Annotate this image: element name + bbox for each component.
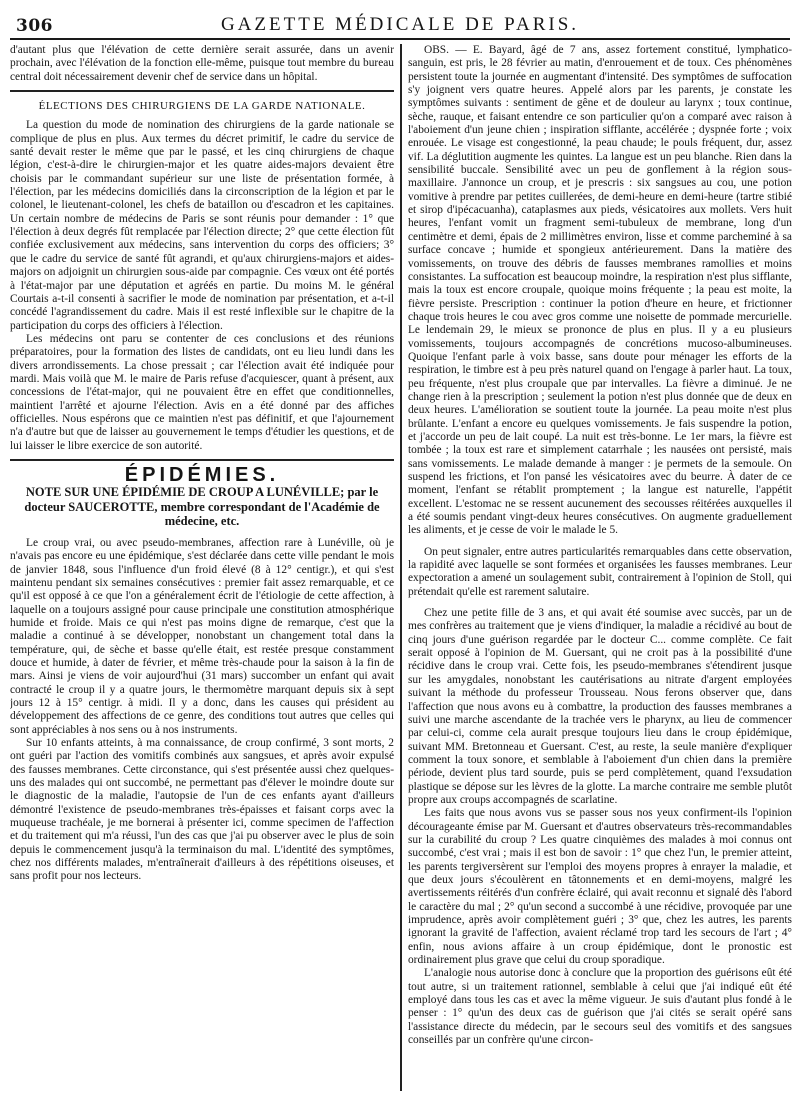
conclusion-paragraph: L'analogie nous autorise donc à conclure que la proportion des guérisons eût été tout autre, si un traitement rationnel, semblable à celui que j'ai indiqué eût été employé dans tous les cas et avec la même vigueur. Je suis d'autant plus fondé à le penser : 1° qu'un des deux cas de guérison que j'ai cités se serait opéré sans l'assistance directe du médecin, par le secours seul des vomitifs et des sangsues conseillés par un confrère qu'une circon-: [407, 967, 792, 1047]
right-column: [408, 44, 792, 1091]
croup-paragraph-2: Sur 10 enfants atteints, à ma connaissance, de croup confirmé, 3 sont morts, 2 ont guéri par l'action des vomitifs combinés aux sangsues, et après avoir expulsé des fausses membranes. Cette circonstance, qui s'est présentée aussi chez quelques-uns des malades qui ont succombé, ne permettant pas d'élever le moindre doute sur le diagnostic de la maladie, l'autopsie de l'un de ces enfants ayant d'ailleurs démontré l'existence de pseudo-membranes très-épaisses et faisant corps avec la muqueuse trachéale, je me bornerai à présenter ici, comme specimen de l'affection et du traitement qui m'a réussi, l'un des cas que j'ai pu observer avec le plus de soin depuis le commencement jusqu'à la terminaison du mal. L'identité des symptômes, chez nos différents malades, m'entraînerait d'ailleurs à des répétitions oiseuses, et sans profit pour nos lecteurs.: [10, 736, 395, 883]
text-columns: [10, 44, 792, 1091]
page-header: [10, 12, 790, 40]
section-divider: [10, 459, 394, 461]
journal-title: GAZETTE MÉDICALE DE PARIS.: [220, 14, 580, 35]
curability-paragraph: Les faits que nous avons vus se passer sous nos yeux confirment-ils l'opinion décourageante émise par M. Guersant et d'autres observateurs très-recommandables sur la curabilité du croup ? Les quatre cinquièmes des malades à moi connus ont succombé, c'est vrai ; mais il est bon de savoir : 1° que chez l'un, le premier atteint, les parents tergiversèrent sur l'emploi des moyens propres à enrayer la maladie, et que deux jours s'écoulèrent en tâtonnements et en demi-moyens, malgré les avertissements réitérés d'un confrère éclairé, qui avait reconnu et signalé dès l'abord le caractère du mal ; 2° qu'un second a succombé à une récidive, provoquée par une imprudence, après avoir complètement guéri ; 3° que, chez les autres, les parents ignorant la gravité de l'affection, avaient réclamé trop tard les secours de l'art ; 4° enfin, nous avions affaire à un croup épidémique, dont le pronostic est ordinairement plus grave que celui du croup sporadique.: [407, 807, 792, 967]
paragraph-gap: [408, 538, 792, 546]
section-divider: [10, 90, 394, 92]
epidemics-heading: ÉPIDÉMIES.: [124, 463, 280, 486]
page-number: 306: [16, 16, 53, 36]
croup-paragraph-1: Le croup vrai, ou avec pseudo-membranes, affection rare à Lunéville, où je n'avais pas encore eu une épidémique, s'est déclarée dans cette ville pendant le mois de janvier 1848, sous l'influence d'un froid élevé (8 à 12° centigr.), et qui s'est maintenu pendant six semaines consécutives : premier fait assez remarquable, et ce qu'il est opposé à ce que l'on a généralement écrit de l'étiologie de cette affection, à laquelle on a toujours assigné pour cause principale une constitution atmosphérique humide et froide. Mais ce qui n'est pas moins digne de remarque, c'est que la maladie a continué à se développer, nonobstant un changement total dans la température, qui, de sèche et basse qu'elle était, est restée presque constamment douce et humide, à dater de février, et même très-chaude pour la saison à la fin de mars. Ainsi je viens de voir aujourd'hui (31 mars) succomber un enfant qui avait contracté le croup il y a quatre jours, le thermomètre marquant depuis six à sept jours 12 à 15° centigr. à midi. Il y a donc, dans les causes qui président au développement des affections de ce genre, des conditions tout autres que celles qui sont appréciables à nos sens ou à nos instruments.: [10, 536, 395, 736]
elections-paragraph-1: La question du mode de nomination des chirurgiens de la garde nationale se complique de plus en plus. Aux termes du décret primitif, le cadre du service de santé devait rester le même que par le passé, et les cinq chirurgiens de chaque légion, c'est-à-dire le chirurgien-major et les quatre aides-majors devaient être choisis par le commandant supérieur sur une liste de présentation formée, à l'élection, par les médecins domiciliés dans la circonscription de la légion et par le colonel, le lieutenant-colonel, les chefs de bataillon ou d'escadron et les capitaines. Un certain nombre de médecins de Paris se sont réunis pour demander : 1° que l'élection à deux degrés fût remplacée par l'élection directe; 2° que cette élection fût confiée exclusivement aux médecins, sans intervention du corps des officiers; 3° que le cadre du service de santé fût agrandi, et qu'aux chirurgiens-majors et aides-majors on adjoignit un chirurgien sous-aide par compagnie. Ces vœux ont été portés à l'état-major par une députation et agréés en partie. Du moins M. le général Courtais a-t-il consenti à sacrifier le mode de nomination par présentation, et a-t-il concédé l'agrandissement du cadre. Mais il est resté inflexible sur le chapitre de la participation du corps des officiers à l'élection.: [10, 119, 395, 332]
observation-paragraph: OBS. — E. Bayard, âgé de 7 ans, assez fortement constitué, lymphatico-sanguin, est pris, le 28 février au matin, d'enrouement et de toux. Ces phénomènes persistent toute la journée en augmentant d'intensité. Des symptômes de suffocation s'y joignent vers quatre heures. Appelé alors par les parents, je constate les symptômes suivants : sentiment de gêne et de douleur au larynx ; toux continue, sèche, rauque, et faisant entendre ce son particulier qu'on a comparé avec raison à l'aboiement d'un jeune chien ; inspiration sifflante, accélérée ; dyspnée forte ; voix enrouée. Le visage est congestionné, la peau chaude; le pouls fréquent, dur, assez vif. La déglutition augmente les quintes. La langue est un peu blanche. Rien dans la sensibilité buccale. Sensibilité avec un peu de gonflement à la région sous-maxillaire. J'annonce un croup, et je prescris : six sangsues au cou, une potion vomitive à prendre par petites cuillerées, de demi-heure en demi-heure (tartre stibié et sirop d'ipécacuanha), cataplasmes aux pieds, vésicatoires aux mollets. Vers huit heures, l'enfant vomit un fragment semi-tubuleux de membrane, long d'un centimètre et demi, épais de 2 millimètres environ, lisse et comme parcheminé à sa surface concave ; humide et spongieux antérieurement. Dans la matière des vomissements, on trouve des débris de fausses membranes ramollies et moins consistantes. La suffocation est beaucoup moindre, la respiration n'est plus sifflante, mais la toux est encore croupale, quoique moins fréquente ; la peau est moite, la fièvre persiste. Prescription : continuer la potion d'heure en heure, et frictionner chaque trois heures le cou avec gros comme une noisette de pommade mercurielle. Le lendemain 29, le mieux se prononce de plus en plus. Il y a eu plusieurs vomissements, toujours accompagnés de concrétions mucoso-albumineuses. Quoique l'enfant parle à voix basse, sans doute pour ménager les efforts de la respiration, le timbre est à peu près naturel quand on l'engage à parler haut. La toux, peu fréquente, n'est plus croupale que par intervalles. La fièvre a diminué. Je ne change rien à la prescription ; seulement la potion n'est plus donnée que de deux en deux heures. L'amélioration se soutient toute la journée. La peau moite n'est plus brûlante. L'enfant a encore eu quelques vomissements. Je fais suspendre la potion, et j'accorde un peu de lait coupé. La nuit est très-bonne. Le 1er mars, la fièvre est tombée ; la toux est rare et simplement catarrhale ; les nausées ont persisté, mais sans vomissements. Le malade demande à manger : je permets de la semoule. On suspend les frictions, et l'on pansé les vésicatoires avec du beurre. À dater de ce moment, l'enfant se rétablit promptement ; la langue est naturelle, l'appétit excellent. L'estomac ne se ressent aucunement des secousses réitérées auxquelles il a été soumis pendant vingt-deux heures consécutives. On augmente graduellement les aliments, et je cesse de voir le malade le 5.: [407, 44, 792, 537]
elections-section-title: ÉLECTIONS DES CHIRURGIENS DE LA GARDE NATIONALE.: [38, 100, 366, 113]
column-rule: [400, 44, 402, 1091]
recurrence-paragraph: Chez une petite fille de 3 ans, et qui avait été soumise avec succès, par un de mes confrères au traitement que je viens d'indiquer, la maladie a récidivé au bout de cinq jours d'une guérison regardée par le docteur C... comme complète. Ce fait serait opposé à l'opinion de M. Guersant, qui ne croit pas à la possibilité d'une récidive dans le croup vrai. Cette fois, les pseudo-membranes s'étendirent jusque sur les amygdales, nonobstant les cautérisations au nitrate d'argent employées suivant la méthode du professeur Trousseau. Nous ferons observer que, dans l'affection que nous avons eu à combattre, la production des fausses membranes a suivi une marche ascendante de la trachée vers le pharynx, au lieu de commencer par celui-ci, comme cela aurait presque toujours lieu dans le croup épidémique, suivant MM. Bretonneau et Guersant. C'est, au reste, la seule manière d'expliquer comment la toux sonore, et semblable à l'aboiement d'un chien dans la première période, devient plus tard sourde, puis se perd complètement, quand l'exsudation plastique se dépose sur les lèvres de la glotte. La marche contraire me semble plutôt propre aux croups accompagnés de scarlatine.: [407, 607, 792, 806]
croup-note-title: NOTE SUR UNE ÉPIDÉMIE DE CROUP A LUNÉVILLE; par le docteur SAUCEROTTE, membre correspondant de l'Académie de médecine, etc.: [24, 485, 380, 529]
remarks-paragraph: On peut signaler, entre autres particularités remarquables dans cette observation, la rapidité avec laquelle se sont formées et organisées les fausses membranes. Leur expectoration a amené un soulagement subit, contrairement à l'opinion de Stoll, qui prétendait qu'elle est rarement salutaire.: [407, 545, 792, 598]
paragraph-gap: [408, 599, 792, 607]
left-intro-paragraph: d'autant plus que l'élévation de cette dernière serait assurée, dans un avenir prochain, avec l'élévation de la fonction elle-même, puisque tout membre du bureau central doit nécessairement devenir chef de service dans un hôpital.: [10, 44, 395, 83]
elections-paragraph-2: Les médecins ont paru se contenter de ces conclusions et des réunions préparatoires, pour la formation des listes de candidats, ont eu lieu lundi dans les divers arrondissements. La chose pressait ; car l'élection avait été indiquée pour mardi. Mais voilà que M. le maire de Paris refuse d'acquiescer, quant à présent, aux concessions de l'état-major, qui ne pouvaient être en effet que conditionnelles, maintient l'arrêté et ajourne l'élection. Avis en a été donné par des affiches officielles. Nous espérons que ce maintien n'est pas définitif, et que l'ajournement n'a d'autre but que de laisser au gouvernement le temps d'étudier les questions, et de lui laisser le libre exercice de son autorité.: [10, 332, 395, 452]
left-column: [10, 44, 394, 1091]
